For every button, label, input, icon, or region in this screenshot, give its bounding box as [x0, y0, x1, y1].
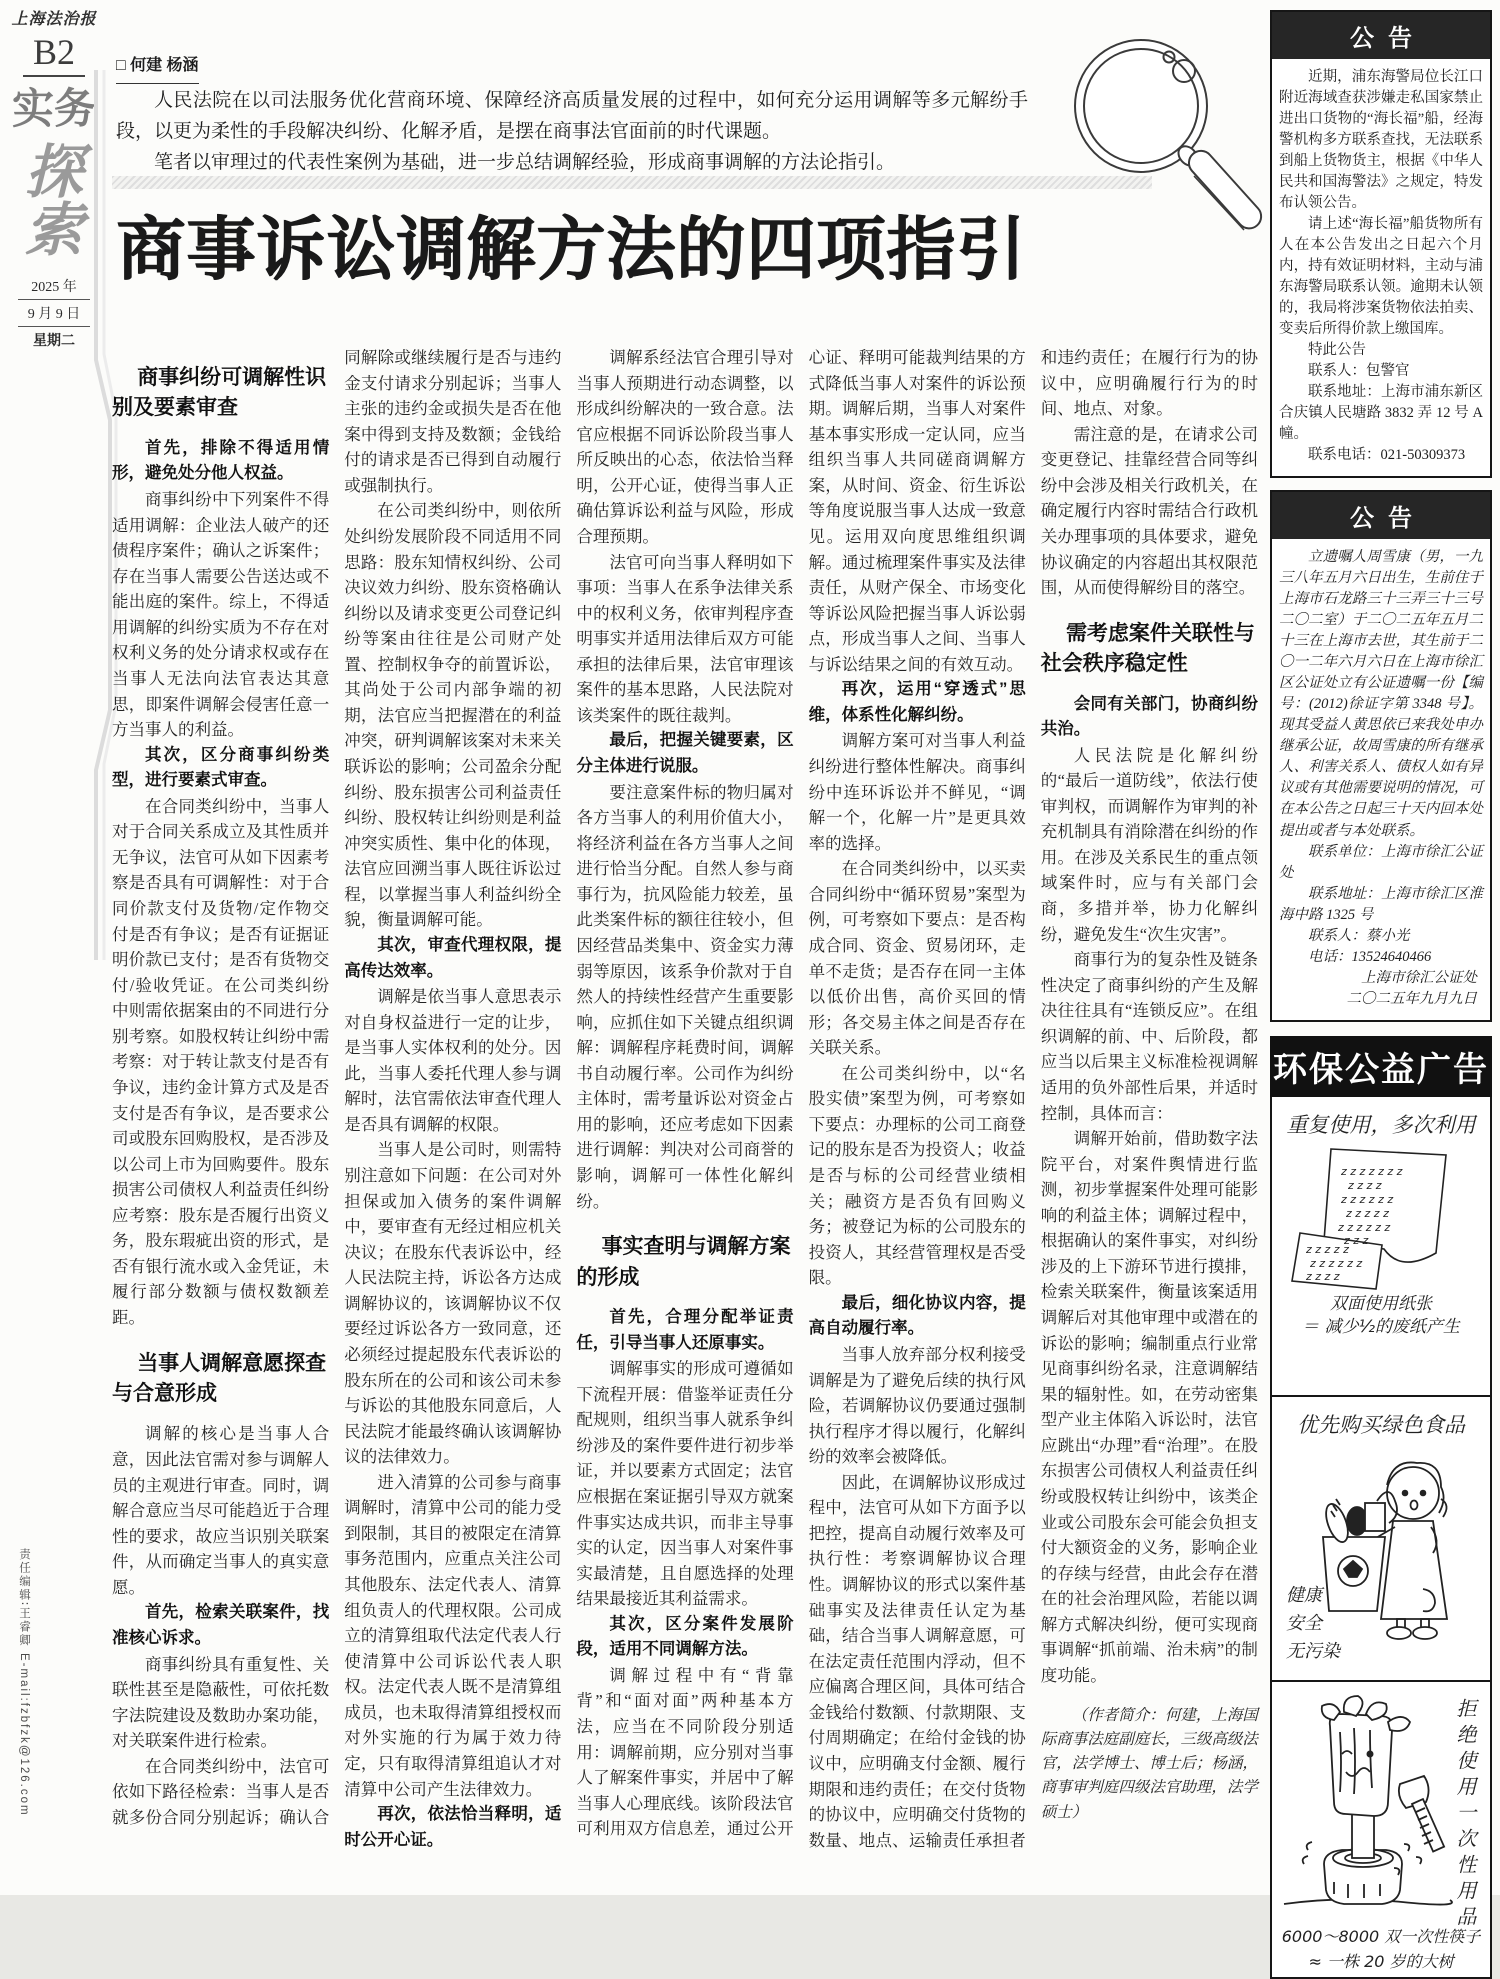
svg-text:z z z z z z z: z z z z z z z — [1341, 1164, 1403, 1178]
intro-paragraph: 笔者以审理过的代表性案例为基础，进一步总结调解经验，形成商事调解的方法论指引。 — [154, 151, 896, 173]
lead-paragraph: 再次，依法恰当释明，适时公开心证。 — [344, 1805, 562, 1849]
date-day: 9 月 9 日 — [18, 299, 90, 326]
article-paragraph: 调解开始前，借助数字法院平台，对案件舆情进行监测，初步掌握案件处理可能影响的利益主体；调解过程中，根据确认的案件事实，对纠纷涉及的上下游环节进行摸排，检索关联案件，衡量该案适用调解后对其他审理中或潜在的诉讼的影响；编制重点行业常见商事纠纷名录，注意调解结果的辐射性。如，在劳动密集型产业主体陷入诉讼时，法官应跳出“办理”看“治理”。在股东损害公司债权人利益责任纠纷或股权转让纠纷中，该类企业或公司股东会可能会负担支付大额资金的义务，影响企业的存续与经营，由此会存在潜在的社会治理风险，若能以调解方式解决纠纷，便可实现商事调解“抓前端、治未病”的制度功能。 — [1040, 1129, 1258, 1685]
article-paragraph: 调解方案可对当事人利益纠纷进行整体性解决。商事纠纷中连环诉讼并不鲜见，“调解一个，化解一片”是更具效率的选择。 — [808, 731, 1026, 853]
left-rail — [10, 6, 98, 353]
lead-paragraph: 再次，运用“穿透式”思维，体系性化解纠纷。 — [808, 680, 1026, 724]
lead-paragraph: 会同有关部门，协商纠纷共治。 — [1040, 694, 1258, 739]
notice-box-cargo — [1270, 10, 1492, 478]
notice-header: 公告 — [1272, 12, 1490, 59]
author-bio: （作者简介：何建，上海国际商事法庭副庭长，三级高级法官，法学博士、博士后；杨涵，商事审判庭四级法官助理，法学硕士） — [1040, 1707, 1258, 1821]
notice-box-will — [1270, 490, 1492, 1021]
paper-name: 上海法治报 — [11, 11, 97, 28]
section-heading: 商事纠纷可调解性识别及要素审查 — [112, 366, 327, 420]
notice-signature-line: 上海市徐汇公证处 — [1361, 969, 1477, 986]
article-paragraph: 调解的核心是当事人合意，因此法官需对参与调解人员的主观进行审查。同时，调解合意应当尽可能趋近于合理性的要求，故应当识别关联案件，从而确定当事人的真实意愿。 — [112, 1424, 330, 1597]
eco-ad — [1270, 1036, 1492, 1979]
article-paragraph: 当事人是公司时，则需特别注意如下问题：在公司对外担保或加入债务的案件调解中，要审查有无经过相应机关决议；在股东代表诉讼中，经人民法院主持，诉讼各方达成调解协议的，该调解协议不仅要经过诉讼各方一致同意，还必须经过提起股东代表诉讼的股东所在的公司和该公司未参与诉讼的其他股东同意后，人民法院才能最终确认该调解协议的法律效力。 — [344, 1140, 562, 1467]
article-paragraph: 商事纠纷具有重复性、关联性甚至是隐蔽性，可依托数字法院建设及数助办案功能，对关联案件进行检索。 — [112, 1654, 330, 1751]
article-paragraph: 在合同类纠纷中，法官可依如下路径检索：当事人是否就多份合同分别起诉；确认合同解除或继续履行是否与违约金支付请求分别起诉；当事人主张的违约金或损失是否在他案中得到支持及数额；金钱给付的请求是否已得到自动履行或强制执行。 — [112, 348, 562, 1827]
article-paragraph: 进入清算的公司参与商事调解时，清算中公司的能力受到限制，其目的被限定在清算事务范围内，应重点关注公司其他股东、法定代表人、清算组负责人的代理权限。公司成立的清算组取代法定代表人行使清算中公司诉讼代表人职权。法定代表人既不是清算组成员，也未取得清算组授权而对外实施的行为属于效力待定，只有取得清算组追认才对清算中公司产生法律效力。 — [344, 1472, 562, 1799]
notice-contact-line: 联系单位：上海市徐汇公证处 — [1279, 843, 1483, 881]
article-paragraph: 调解过程中有“背靠背”和“面对面”两种基本方法，应当在不同阶段分别适用：调解前期，应分别对当事人了解案件事实，并居中了解当事人心理底线。该阶段法官可利用双方信息差，通过公开心证、释明可能裁判结果的方式降低当事人对案件的诉讼预期。调解后期，当事人对案件基本事实形成一定认同，应当组织当事人共同磋商调解方案，从时间、资金、衍生诉讼等角度说服当事人达成一致意见。运用双向度思维组织调解。通过梳理案件事实及法律责任，从财产保全、市场变化等诉讼风险把握当事人诉讼弱点，形成当事人之间、当事人与诉讼结果之间的有效互动。 — [576, 348, 1026, 1839]
hatched-divider — [112, 176, 1152, 189]
lead-paragraph: 首先，检索关联案件，找准核心诉求。 — [112, 1603, 330, 1647]
notice-contact-line: 电话：13524640466 — [1308, 948, 1432, 965]
eco-panel-side-text: 健康 安全 无污染 — [1286, 1584, 1340, 1662]
lead-paragraph: 最后，细化协议内容，提高自动履行率。 — [808, 1293, 1026, 1338]
article-paragraph: 在公司类纠纷中，则依所处纠纷发展阶段不同适用不同思路：股东知情权纠纷、公司决议效力纠纷、股东资格确认纠纷以及请求变更公司登记纠纷等案由往往是公司财产处置、控制权争夺的前置诉讼，其尚处于公司内部争端的初期，法官应当把握潜在的利益冲突，研判调解该案对未来关联诉讼的影响；公司盈余分配纠纷、股东损害公司利益责任纠纷、股权转让纠纷则是利益冲突实质性、集中化的体现，法官应回溯当事人既往诉讼过程，以掌握当事人利益纠纷全貌，衡量调解可能。 — [344, 501, 562, 930]
notice-contact-line: 联系地址：上海市徐汇区淮海中路 1325 号 — [1279, 885, 1483, 923]
notice-signature-line: 二〇二五年九月九日 — [1346, 990, 1477, 1007]
article-paragraph: 调解事实的形成可遵循如下流程开展：借鉴举证责任分配规则，组织当事人就系争纠纷涉及的案件要件进行初步举证，并以要素方式固定；法官应根据在案证据引导双方就案件事实达成共识，而非主导事实的认定，因当事人对案件事实最清楚，且自愿选择的处理结果最接近其利益需求。 — [576, 1359, 794, 1609]
article-paragraph: 在合同类纠纷中，以买卖合同纠纷中“循环贸易”案型为例，可考察如下要点：是否构成合同、资金、贸易闭环，走单不走货；是否存在同一主体以低价出售，高价买回的情形；各交易主体之间是否存在关联关系。 — [808, 859, 1026, 1058]
svg-text:z z z z z z: z z z z z z — [1338, 1220, 1391, 1234]
article-paragraph: 商事纠纷中下列案件不得适用调解：企业法人破产的还债程序案件；确认之诉案件；存在当事人需要公告送达或不能出庭的案件。综上，不得适用调解的纠纷实质为不存在对权利义务的处分请求权或存在当事人无法向法官表达其意思，即案件调解会侵害任意一方当事人的利益。 — [112, 490, 330, 740]
svg-text:z z z z: z z z z — [1306, 1269, 1340, 1283]
article-paragraph: 在公司类纠纷中，以“名股实债”案型为例，可考察如下要点：办理标的公司工商登记的股东是否为投资人；收益是否与标的公司经营业绩相关；融资方是否负有回购义务；被登记为标的公司股东的投资人，其经营管理权是否受限。 — [808, 1063, 1026, 1288]
article-paragraph: 调解系经法官合理引导对当事人预期进行动态调整，以形成纠纷解决的一致合意。法官应根据不同诉讼阶段当事人所反映出的心态，依法恰当释明，公开心证，使得当事人正确估算诉讼利益与风险，形成合理预期。 — [576, 348, 794, 546]
byline: □ 何建 杨涵 — [116, 52, 199, 84]
section-heading: 当事人调解意愿探查与合意形成 — [112, 1351, 327, 1405]
notice-paragraph: 立遗嘱人周雪康（男，一九三八年五月六日出生，生前住于上海市石龙路三十三弄三十三号二〇二室）于二〇二五年五月二十三在上海市去世，其生前于二〇一二年六月六日在上海市徐汇区公证处立有公证遗嘱一份【编号：(2012)徐证字第 3348 号】。现其受益人黄思依已来我处申办继承公证，故周雪康的所有继承人、利害关系人、债权人如有异议或有其他需要说明的情况，可在本公告之日起三十天内回本处提出或者与本处联系。 — [1279, 549, 1483, 839]
eco-panel-reuse-paper — [1272, 1097, 1490, 1397]
eco-panel-caption: 双面使用纸张 ＝ 减少½的废纸产生 — [1302, 1293, 1460, 1338]
weekday: 星期二 — [18, 326, 90, 353]
notice-body — [1272, 59, 1490, 476]
lead-paragraph: 首先，合理分配举证责任，引导当事人还原事实。 — [576, 1308, 794, 1352]
intro-paragraph: 人民法院在以司法服务优化营商环境、保障经济高质量发展的过程中，如何充分运用调解等多元解纷手段，以更为柔性的手段解决纠纷、化解矛盾，是摆在商事法官面前的时代课题。 — [116, 90, 1028, 142]
section-name-top: 实务 — [11, 85, 96, 132]
tree-stump-axe-drawing — [1282, 1692, 1452, 1922]
svg-text:z z z z z z: z z z z z z — [1341, 1192, 1394, 1206]
lead-paragraph: 其次，区分商事纠纷类型，进行要素式审查。 — [112, 745, 330, 790]
eco-panel-title: 优先购买绿色食品 — [1297, 1412, 1465, 1437]
eco-panel-green-food — [1272, 1397, 1490, 1682]
notice-contact-line: 联系地址：上海市浦东新区合庆镇人民塘路 3832 弄 12 号 A 幢。 — [1279, 384, 1483, 443]
section-heading: 需考虑案件关联性与社会秩序稳定性 — [1040, 621, 1255, 676]
article-paragraph: 因此，在调解协议形成过程中，法官可从如下方面予以把控，提高自动履行效率及可执行性：考察调解协议合理性。调解协议的形式以案件基础事实及法律责任认定为基础，结合当事人调解意愿，可在法定责任范围内浮动，但不应偏离合理区间，具体可结合金钱给付数额、付款期限、支付周期确定；在给付金钱的协议中，应明确支付金额、履行期限和违约责任；在交付货物的协议中，应明确交付货物的数量、地点、运输责任承担者和违约责任；在履行行为的协议中，应明确履行行为的时间、地点、对象。 — [808, 348, 1258, 1850]
eco-ad-panels — [1270, 1097, 1492, 1979]
editor-credit — [14, 1548, 34, 1888]
svg-text:z z z: z z z — [1344, 1233, 1369, 1247]
svg-text:z z z z z: z z z z z — [1346, 1206, 1389, 1220]
article-paragraph: 调解是依当事人意思表示对自身权益进行一定的让步，是当事人实体权利的处分。因此，当事人委托代理人参与调解时，法官需依法审查代理人是否具有调解的权限。 — [344, 987, 562, 1134]
lead-paragraph: 首先，排除不得适用情形，避免处分他人权益。 — [112, 438, 330, 483]
notice-body — [1272, 539, 1490, 1019]
article-paragraph: 要注意案件标的物归属对各方当事人的利用价值大小，将经济利益在各方当事人之间进行恰当分配。自然人参与商事行为，抗风险能力较差，虽此类案件标的额往往较小，但因经营品类集中、资金实力薄弱等原因，该系争价款对于自然人的持续性经营产生重要影响，应抓住如下关键点组织调解：调解程序耗费时间，调解书自动履行率。公司作为纠纷主体时，需考量诉讼对资金占用的影响，还应考虑如下因素进行调解：判决对公司商誉的影响，调解可一体性化解纠纷。 — [576, 782, 794, 1211]
notice-paragraph: 请上述“海长福”船货物所有人在本公告发出之日起六个月内，持有效证明材料，主动与浦东海警局联系认领。逾期未认领的，我局将涉案货物依法拍卖、变卖后所得价款上缴国库。 — [1279, 216, 1483, 338]
notice-paragraph: 近期，浦东海警局位长江口附近海域查获涉嫌走私国家禁止进出口货物的“海长福”船，经海警机构多方联系查找，无法联系到船上货物货主，根据《中华人民共和国海警法》之规定，特发布认领公告。 — [1279, 69, 1483, 212]
article-paragraph: 人民法院是化解纠纷的“最后一道防线”，依法行使审判权，而调解作为审判的补充机制具有消除潜在纠纷的作用。在涉及关系民生的重点领域案件时，应与有关部门会商，多措并举，协力化解纠纷，避免发生“次生灾害”。 — [1040, 745, 1258, 944]
editor-email: E-mail:fzbfzk@126.com — [18, 1652, 30, 1817]
article-paragraph: 商事行为的复杂性及链条性决定了商事纠纷的产生及解决往往具有“连锁反应”。在组织调解的前、中、后阶段，都应当以后果主义标准检视调解适用的负外部性后果，并适时控制，具体而言： — [1040, 950, 1258, 1123]
notice-contact-line: 联系电话：021-50309373 — [1308, 447, 1466, 464]
notice-header: 公告 — [1272, 492, 1490, 539]
article-title: 商事诉讼调解方法的四项指引 — [116, 212, 1026, 288]
date-year: 2025 年 — [31, 280, 77, 296]
svg-text:z z z z z: z z z z z — [1306, 1242, 1349, 1256]
right-sidebar — [1270, 10, 1492, 1979]
date-block — [10, 273, 98, 353]
lead-paragraph: 其次，审查代理权限，提高传达效率。 — [344, 935, 562, 980]
eco-panel-disposables — [1272, 1682, 1490, 1977]
svg-text:z z z z z z: z z z z z z — [1310, 1256, 1363, 1270]
paper-sheets-drawing — [1286, 1141, 1476, 1291]
lead-paragraph: 其次，区分案件发展阶段，适用不同调解方法。 — [576, 1614, 794, 1659]
article-intro — [116, 86, 1028, 178]
eco-panel-title: 重复使用，多次利用 — [1286, 1112, 1476, 1137]
section-heading: 事实查明与调解方案的形成 — [576, 1235, 791, 1289]
eco-panel-caption: 6000～8000 双一次性筷子 ≈ 一株 20 岁的大树 — [1281, 1926, 1481, 1972]
section-name-bottom: 探索 — [24, 138, 83, 265]
notice-contact-line: 特此公告 — [1308, 342, 1366, 359]
eco-panel-vertical-text: 拒绝使用一次性用品 — [1453, 1697, 1477, 1932]
eco-ad-banner: 环保公益广告 — [1270, 1036, 1492, 1097]
editor-name: 责任编辑∶王睿卿 — [18, 1548, 30, 1648]
notice-contact-line: 联系人：蔡小光 — [1308, 927, 1410, 944]
article-paragraph: 法官可向当事人释明如下事项：当事人在系争法律关系中的权利义务，依审判程序查明事实并适用法律后双方可能承担的法律后果，法官审理该案件的基本思路，人民法院对该类案件的既往裁判。 — [576, 552, 794, 725]
page-number: B2 — [23, 31, 85, 77]
article-paragraph: 在合同类纠纷中，当事人对于合同关系成立及其性质并无争议，法官可从如下因素考察是否具有可调解性：对于合同价款支付及货物/定作物交付是否有争议；是否有证据证明价款已支付；是否有货物交付/验收凭证。在公司类纠纷中则需依据案由的不同进行分别考察。如股权转让纠纷中需考察：对于转让款支付是否有争议，违约金计算方式及是否支付是否有争议，是否要求公司或股东回购股权，是否涉及以公司上市为回购要件。股东损害公司债权人利益责任纠纷应考察：股东是否履行出资义务，股东瑕疵出资的形式，是否有银行流水或入金凭证，未履行部分数额与债权数额差距。 — [112, 796, 330, 1327]
article-paragraph: 需注意的是，在请求公司变更登记、挂靠经营合同等纠纷中会涉及相关行政机关，在确定履行内容时需结合行政机关办理事项的具体要求，避免协议确定的内容超出其权限范围，从而使得解纷目的落空。 — [1040, 424, 1258, 598]
article-paragraph: 当事人放弃部分权利接受调解是为了避免后续的执行风险，若调解协议仍要通过强制执行程序才得以履行，化解纠纷的效率会被降低。 — [808, 1344, 1026, 1467]
notice-contact-line: 联系人：包警官 — [1308, 363, 1410, 380]
lead-paragraph: 最后，把握关键要素，区分主体进行说服。 — [576, 731, 794, 775]
svg-text:z z z z: z z z z — [1348, 1178, 1382, 1192]
article-body — [112, 345, 1258, 1865]
